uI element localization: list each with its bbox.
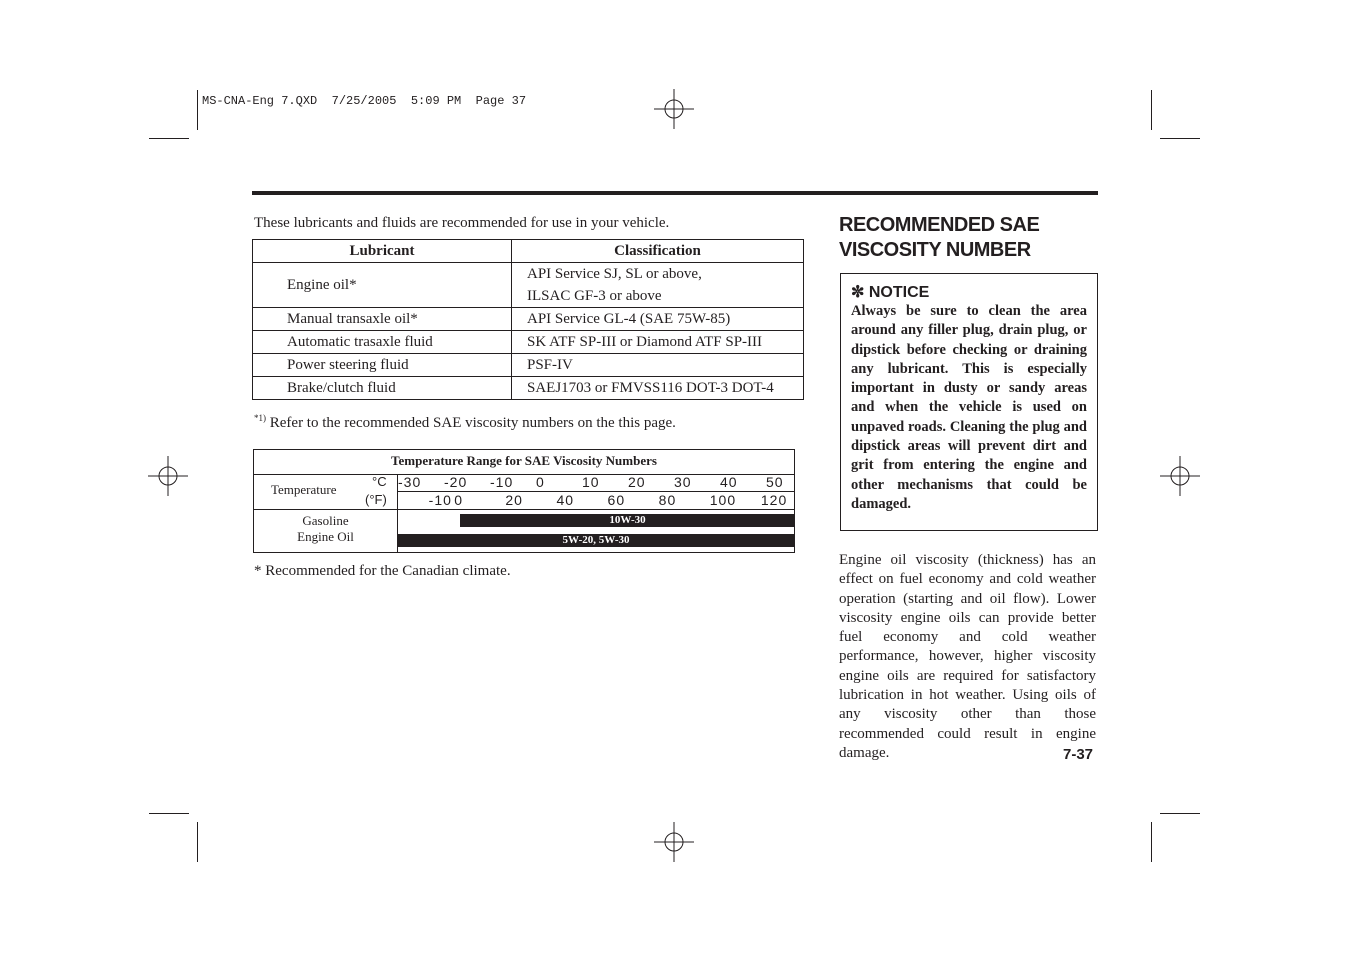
classification-cell: SK ATF SP-III or Diamond ATF SP-III <box>512 331 804 354</box>
fahrenheit-tick-label: 20 <box>505 492 523 508</box>
viscosity-bar: 5W-20, 5W-30 <box>397 534 795 547</box>
footnote-text: Refer to the recommended SAE viscosity numbers on the this page. <box>266 415 676 431</box>
celsius-tick-label: -20 <box>444 474 468 490</box>
section-heading <box>839 213 1039 263</box>
crop-mark <box>1160 138 1200 139</box>
classification-cell: API Service GL-4 (SAE 75W-85) <box>512 308 804 331</box>
section-heading-line: RECOMMENDED SAE <box>839 214 1040 236</box>
celsius-tick-label: 50 <box>766 474 784 490</box>
unit-celsius-label: °C <box>372 474 387 489</box>
registration-mark-icon <box>148 456 188 496</box>
fahrenheit-tick-label: 80 <box>658 492 677 508</box>
oil-label-line: Engine Oil <box>297 529 354 544</box>
classification-cell: API Service SJ, SL or above, <box>512 263 804 286</box>
section-heading-line: VISCOSITY NUMBER <box>839 239 1031 261</box>
table-row <box>253 331 804 354</box>
crop-mark <box>149 813 189 814</box>
fahrenheit-tick-label: 0 <box>454 492 464 508</box>
print-slug: MS-CNA-Eng 7.QXD 7/25/2005 5:09 PM Page 37 <box>202 94 527 108</box>
lubricant-cell: Automatic trasaxle fluid <box>253 331 512 354</box>
fahrenheit-tick-label: 40 <box>556 492 575 508</box>
fahrenheit-tick-label: 120 <box>760 492 788 508</box>
crop-mark <box>1151 822 1152 862</box>
registration-mark-icon <box>1160 456 1200 496</box>
classification-cell: SAEJ1703 or FMVSS116 DOT-3 DOT-4 <box>512 377 804 400</box>
chart-divider <box>254 509 794 510</box>
lubricant-table <box>252 239 804 400</box>
lubricant-cell: Brake/clutch fluid <box>253 377 512 400</box>
celsius-tick-label: 10 <box>582 474 600 490</box>
registration-mark-icon <box>654 822 694 862</box>
footnote-refer <box>254 415 676 432</box>
header-rule <box>252 191 1098 195</box>
fahrenheit-tick-label: 60 <box>607 492 626 508</box>
lubricant-cell: Engine oil* <box>253 263 512 308</box>
notice-icon: ✼ <box>851 284 865 301</box>
classification-cell: PSF-IV <box>512 354 804 377</box>
table-row <box>253 354 804 377</box>
table-row <box>253 308 804 331</box>
celsius-tick-label: -30 <box>398 474 422 490</box>
celsius-tick-label: 40 <box>720 474 738 490</box>
table-row <box>253 263 804 286</box>
notice-text: Always be sure to clean the area around any filler plug, drain plug, or dipstick before checking or draining any lubricant. This is especially important in dusty or sandy areas and when the vehicle is used on unpaved roads. Cleaning the plug and dipstick areas will prevent dirt and grit from entering the engine and other mechanisms that could be damaged. <box>851 303 1087 512</box>
footnote-canadian: * Recommended for the Canadian climate. <box>254 563 511 579</box>
footnote-marker: *1) <box>254 413 266 423</box>
table-row <box>253 377 804 400</box>
crop-mark <box>197 90 198 130</box>
chart-title: Temperature Range for SAE Viscosity Numbers <box>254 450 794 475</box>
oil-label-line: Gasoline <box>302 513 349 528</box>
celsius-tick-label: 0 <box>536 474 545 490</box>
celsius-tick-label: 30 <box>674 474 692 490</box>
crop-mark <box>1160 813 1200 814</box>
celsius-tick-label: -10 <box>490 474 514 490</box>
registration-mark-icon <box>654 89 694 129</box>
page-number: 7-37 <box>1063 746 1094 763</box>
crop-mark <box>197 822 198 862</box>
oil-label <box>254 513 397 545</box>
body-text: Engine oil viscosity (thickness) has an effect on fuel economy and cold weather operation (starting and oil flow). Lower viscosity engine oils can provide better fuel economy and cold weather performance, however, higher viscosity engine oils are required for satisfactory lubrication in hot weather. Using oils of any viscosity other than those recommended could result in engine damage. <box>839 552 1096 761</box>
unit-fahrenheit-label: (°F) <box>365 492 387 507</box>
fahrenheit-tick-label: -10 <box>428 492 452 508</box>
lubricant-cell: Manual transaxle oil* <box>253 308 512 331</box>
viscosity-chart <box>253 449 795 553</box>
header-classification: Classification <box>512 240 804 263</box>
notice-header <box>851 282 929 302</box>
notice-title: NOTICE <box>868 284 930 301</box>
viscosity-bar: 10W-30 <box>460 514 795 527</box>
header-lubricant: Lubricant <box>253 240 512 263</box>
crop-mark <box>1151 90 1152 130</box>
celsius-tick-label: 20 <box>628 474 646 490</box>
fahrenheit-tick-label: 100 <box>709 492 737 508</box>
classification-cell: ILSAC GF-3 or above <box>512 285 804 308</box>
notice-box <box>840 273 1098 531</box>
crop-mark <box>149 138 189 139</box>
temperature-label: Temperature <box>271 482 337 497</box>
lubricant-cell: Power steering fluid <box>253 354 512 377</box>
intro-text: These lubricants and fluids are recommended for use in your vehicle. <box>254 215 670 231</box>
